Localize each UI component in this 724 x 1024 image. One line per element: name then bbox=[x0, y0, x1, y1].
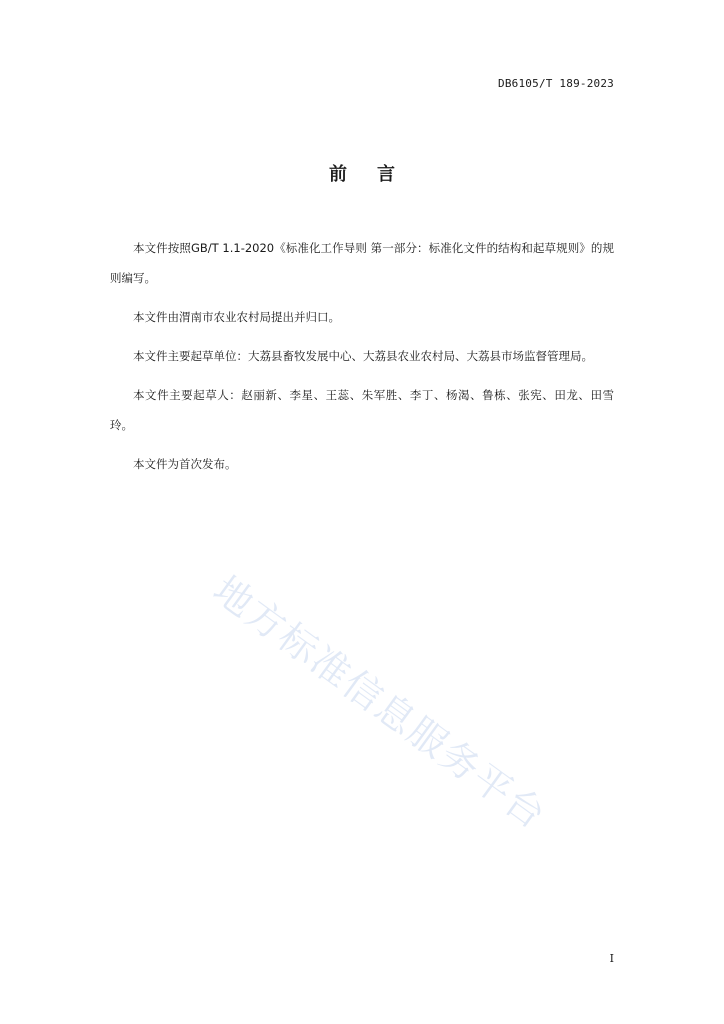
watermark: 地方标准信息服务平台 bbox=[205, 567, 555, 839]
page-number: I bbox=[609, 952, 614, 965]
document-code: DB6105/T 189-2023 bbox=[498, 77, 614, 90]
paragraph-drafting-rules: 本文件按照GB/T 1.1-2020《标准化工作导则 第一部分：标准化文件的结构和起草规则》的规则编写。 bbox=[110, 241, 614, 285]
paragraph-first-release: 本文件为首次发布。 bbox=[133, 457, 237, 471]
paragraph-drafters: 本文件主要起草人：赵丽新、李星、王蕊、朱军胜、李丁、杨渴、鲁栋、张宪、田龙、田雪玲。 bbox=[110, 388, 614, 432]
page-title: 前言 bbox=[329, 164, 425, 185]
paragraph-proposer: 本文件由渭南市农业农村局提出并归口。 bbox=[133, 310, 340, 324]
paragraph-drafting-units: 本文件主要起草单位：大荔县畜牧发展中心、大荔县农业农村局、大荔县市场监督管理局。 bbox=[133, 349, 593, 363]
document-body bbox=[110, 233, 614, 488]
